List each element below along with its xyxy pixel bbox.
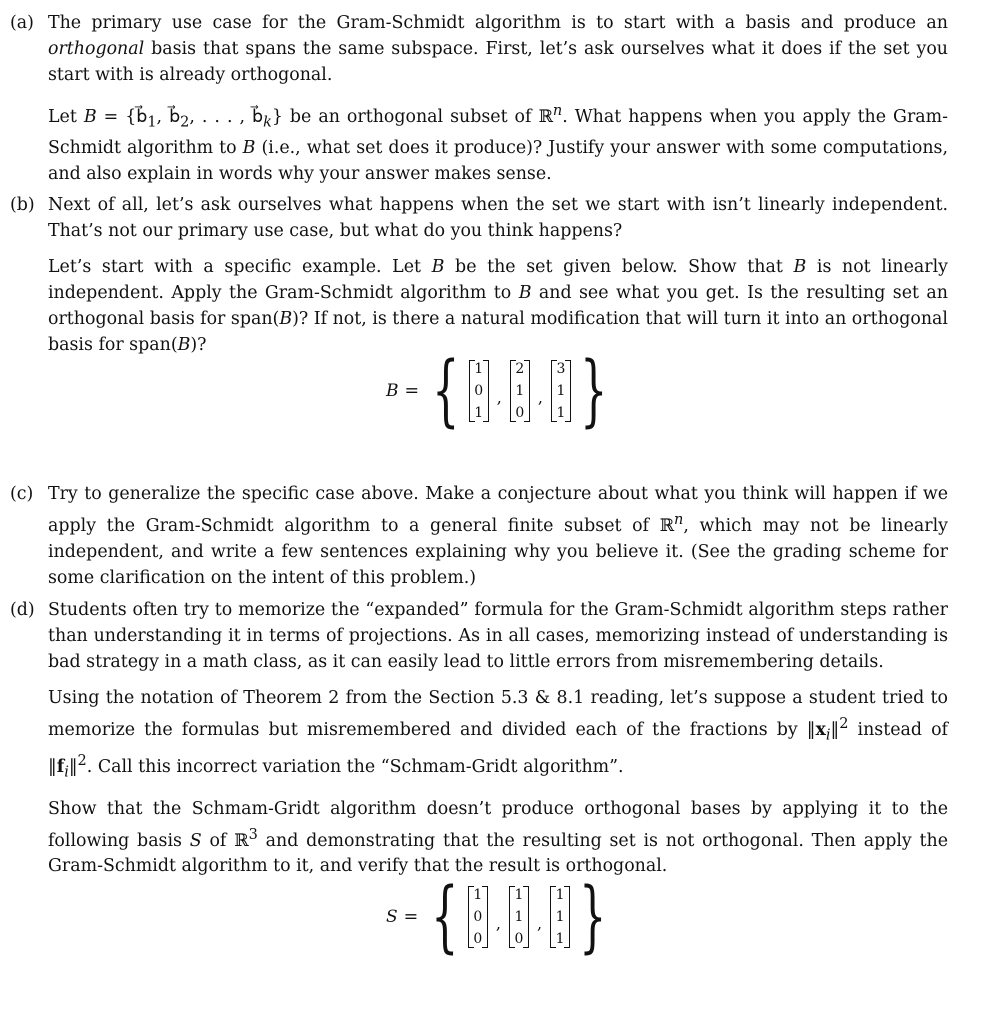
set-s-vector-1: 1 0 0 [468,884,488,950]
set-b-comma: , [496,388,502,407]
part-d-label: (d) [10,600,35,620]
part-a-label: (a) [10,13,34,33]
set-s-right-brace: } [579,872,607,962]
set-s-name: S [386,907,398,927]
part-a-paragraph-2: Let $B = \{b⃗_1$, $b⃗_2$, . . . , $b⃗_k$} be an orthogonal subset of ℝ$^n$. What happens when you apply the Gram-Schmidt algorithm to B (i.e., what set does it produce)? Justify your answer with some computations, and also explain in words why your answer makes sense. [48,103,948,185]
set-b-vector-2: 2 1 0 [510,358,530,424]
set-b-right-brace: } [580,346,608,436]
part-b-paragraph-1: Next of all, let’s ask ourselves what happens when the set we start with isn’t linearly independent. That’s not our primary use case, but what do you think happens? [48,195,948,241]
set-b-left-brace: { [432,346,460,436]
part-d-paragraph-1: Students often try to memorize the “expanded” formula for the Gram-Schmidt algorithm steps rather than understanding it in terms of projections. As in all cases, memorizing instead of understanding is bad strategy in a math class, as it can easily lead to little errors from misremembering details. [48,600,948,672]
set-b-name: B [386,381,399,401]
set-b-comma: , [537,388,543,407]
part-c-label: (c) [10,484,34,504]
part-d-paragraph-2: Using the notation of Theorem 2 from the Section 5.3 & 8.1 reading, let’s suppose a student tried to memorize the formulas but misremembered and divided each of the fractions by $‖x_i‖^2$ instead of $‖f_i‖^2$. Call this incorrect variation the “Schmam-Gridt algorithm”. [48,688,948,781]
part-a-paragraph-1: The primary use case for the Gram-Schmidt algorithm is to start with a basis and produce an orthogonal basis that spans the same subspace. First, let’s ask ourselves what it does if the set you start with is already orthogonal. [48,13,948,85]
part-c-paragraph-1: Try to generalize the specific case above. Make a conjecture about what you think will happen if we apply the Gram-Schmidt algorithm to a general finite subset of ℝ$^n$, which may not be linearly independent, and write a few sentences explaining why you believe it. (See the grading scheme for some clarification on the intent of this problem.) [48,484,948,588]
part-a-text [48,10,948,187]
set-b-equals: = [404,381,420,401]
set-b-vector-1: 1 0 1 [469,358,489,424]
set-s-comma: , [536,914,543,933]
part-d-paragraph-3: Show that the Schmam-Gridt algorithm doesn’t produce orthogonal bases by applying it to the following basis S of ℝ$^3$ and demonstrating that the resulting set is not orthogonal. Then apply the Gram-Schmidt algorithm to it, and verify that the result is orthogonal. [48,798,949,877]
part-c-text [48,481,948,591]
part-b-label: (b) [10,195,35,215]
part-d-text [48,597,948,879]
set-s-display [386,872,614,962]
part-b-text [48,192,948,358]
set-s-vector-2: 1 1 0 [509,884,529,950]
set-s-equals: = [403,907,419,927]
set-s-left-brace: { [431,872,459,962]
set-s-vector-3: 1 1 1 [550,884,570,950]
part-b-paragraph-2: Let’s start with a specific example. Let B be the set given below. Show that B is not linearly independent. Apply the Gram-Schmidt algorithm to B and see what you get. Is the resulting set an orthogonal basis for span(B)? If not, is there a natural modification that will turn it into an orthogonal basis for span(B)? [48,257,948,355]
set-b-display [386,346,615,436]
set-s-comma: , [495,914,501,933]
set-b-vector-3: 3 1 1 [551,358,571,424]
